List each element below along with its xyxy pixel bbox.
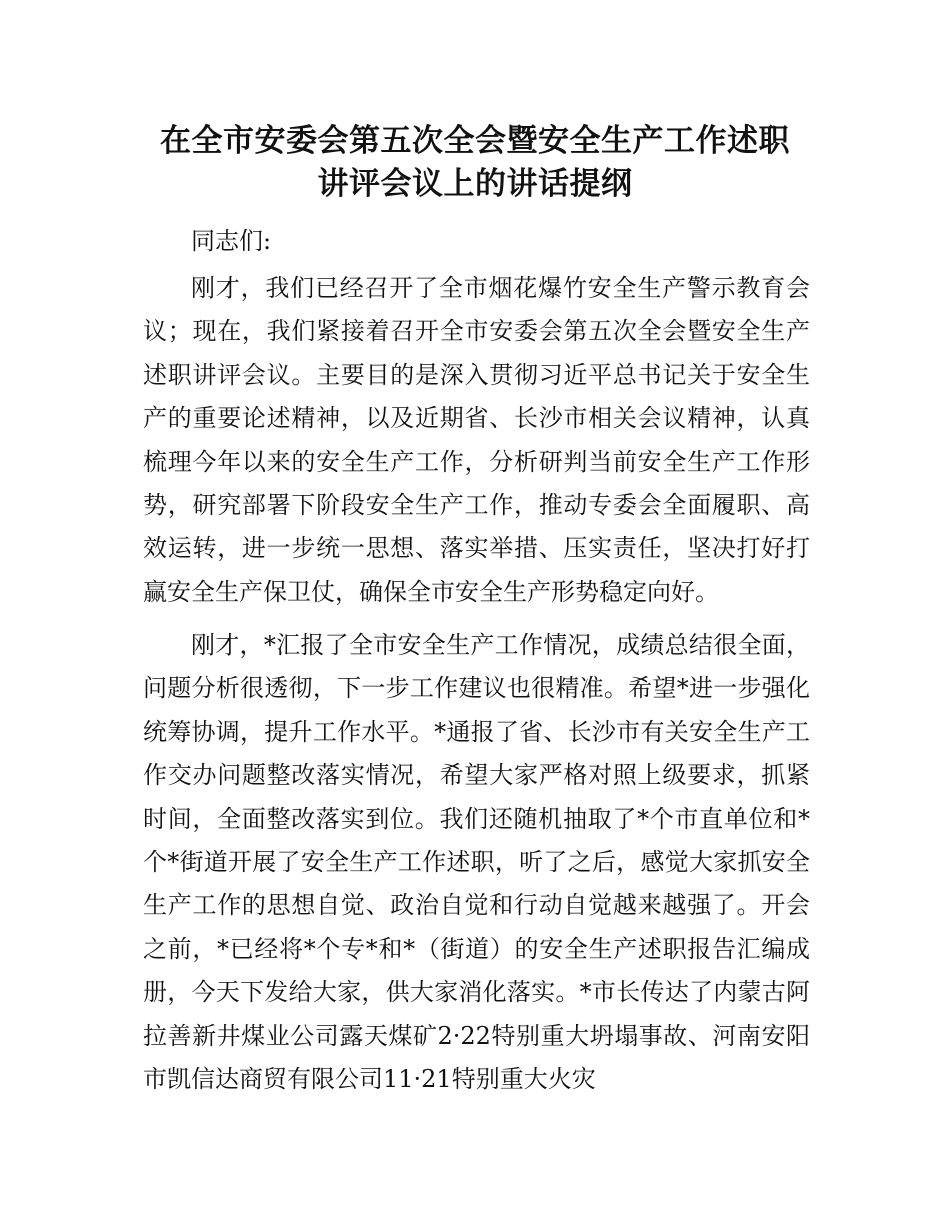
- document-title-line-1: 在全市安委会第五次全会暨安全生产工作述职: [160, 123, 790, 159]
- body-paragraph-1: 刚才，我们已经召开了全市烟花爆竹安全生产警示教育会议；现在，我们紧接着召开全市安委会第五次全会暨安全生产述职讲评会议。主要目的是深入贯彻习近平总书记关于安全生产的重要论述精神，以及近期省、长沙市相关会议精神，认真梳理今年以来的安全生产工作，分析研判当前安全生产工作形势，研究部署下阶段安全生产工作，推动专委会全面履职、高效运转，进一步统一思想、落实举措、压实责任，坚决打好打赢安全生产保卫仗，确保全市安全生产形势稳定向好。: [143, 274, 810, 606]
- document-title-line-2: 讲评会议上的讲话提纲: [317, 166, 633, 202]
- body-paragraph-2: 刚才，*汇报了全市安全生产工作情况，成绩总结很全面，问题分析很透彻，下一步工作建议也很精准。希望*进一步强化统筹协调，提升工作水平。*通报了省、长沙市有关安全生产工作交办问题整改落实情况，希望大家严格对照上级要求，抓紧时间，全面整改落实到位。我们还随机抽取了*个市直单位和*个*街道开展了安全生产工作述职，听了之后，感觉大家抓安全生产工作的思想自觉、政治自觉和行动自觉越来越强了。开会之前，*已经将*个专*和*（街道）的安全生产述职报告汇编成册，今天下发给大家，供大家消化落实。*市长传达了内蒙古阿拉善新井煤业公司露天煤矿2·22特别重大坍塌事故、河南安阳市凯信达商贸有限公司11·21特别重大火灾: [143, 631, 810, 1094]
- salutation: 同志们:: [191, 227, 272, 255]
